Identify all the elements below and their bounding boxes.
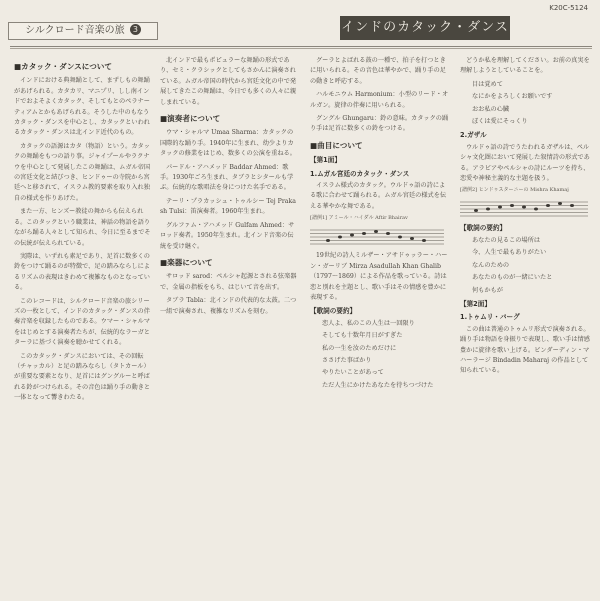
music-notation-staff (460, 198, 588, 220)
side-label: 【第1面】 (310, 156, 341, 165)
track-title: 2.ガザル (460, 131, 487, 140)
poem-line: 目は覚めて (472, 80, 503, 88)
lyric-line: あなたのものが一緒にいたと (472, 274, 553, 282)
section-heading-kathak: ■カタック・ダンスについて (14, 62, 112, 71)
paragraph: 北インドで最もポピュラーな舞踊の形式であり、セミ・クラシックとしてもさかんに演奏されている。ムガル帝国の時代から宮廷文化の中で発展してきたこの舞踊は、今日でも多くの人々に親しまれている。 (160, 57, 297, 106)
series-title: シルクロード音楽の旅 (25, 25, 125, 36)
column-2 (160, 56, 298, 596)
instrument-entry: グングル Ghungaru：鈴の意味。カタックの踊り手は足首に数多くの鈴をつける。 (310, 115, 449, 133)
paragraph: グーラとよばれる鼓の一種で、拍子を打つときに用いられる。その音色は華やかで、踊り手の足の動きと呼応する。 (310, 57, 446, 85)
lyrics-heading: 【歌詞の要約】 (310, 307, 357, 316)
paragraph: ウルドゥ語の詩でうたわれるガザルは、ペルシャ文化圏において発展した叙情詩の形式である。アラビアやペルシャの詩にルーツを持ち、恋愛や神秘主義的な主題を扱う。 (460, 143, 590, 183)
poem-line: ぼくは愛にそっくり (472, 118, 528, 126)
instrument-entry: ハルモニウム Harmonium：小型のリード・オルガン。旋律の伴奏に用いられる。 (310, 91, 449, 109)
lyric-line: 何もかもが (472, 286, 503, 294)
instrument-entry: サロッド sarod：ペルシャ起源とされる弦楽器で、金属の指板をもち、はじいて音を出す。 (160, 273, 297, 291)
lyric-line: ささげた事ばかり (322, 356, 372, 364)
section-heading-instruments: ■楽器について (160, 257, 213, 267)
lyric-line: 恋人よ、私のこの人生は一回限り (322, 319, 415, 327)
column-4 (460, 56, 592, 596)
instrument-entry: タブラ Tabla：北インドの代表的な太鼓。二つ一組で演奏され、複雑なリズムを刻む。 (160, 297, 297, 315)
performer-entry: グルファム・アハメッド Gulfam Ahmed：サロッド奏者。1950年生まれ。北インド音楽の伝統を受け継ぐ。 (160, 221, 295, 250)
section-heading-performers: ■演奏者について (160, 114, 221, 124)
lyric-line: あなたの見るこの場所は (472, 236, 541, 244)
poem-line: なにかをよろしくお願いです (472, 93, 553, 101)
paragraph: 19世紀の詩人ミルザー・アサドゥッラー・ハーン・ガーリブ Mirza Asadullah Khan Ghalib（1797〜1869）による作品を歌っている。詩は恋と別れを主題とし、歌い手はその情感を豊かに表現する。 (310, 252, 448, 301)
lyric-line: ただ人生にかけたあなたを待ちつづけた (322, 381, 434, 389)
header-rule-thin (10, 48, 592, 49)
catalog-number: K20C-5124 (549, 4, 588, 12)
header-rule (10, 46, 592, 47)
paragraph: このレコードは、シルクロード音楽の旅シリーズの一枚として、インドのカタック・ダンスの伴奏音楽を収録したものである。ウマー・シャルマをはじめとする演奏者たちが、伝統的なラーガとターラに基づく演奏を聴かせてくれる。 (14, 297, 150, 347)
lyric-line: そしても十数年月日がすぎた (322, 332, 403, 340)
paragraph: イスラム様式のカタック。ウルドゥ語の詩による歌に合わせて踊られる。ムガル宮廷の様式を伝える華やかな舞である。 (310, 182, 447, 210)
music-notation-staff (310, 226, 444, 248)
paragraph: このカタック・ダンスにおいては、その回転（チャッカル）と足の踏みならし（タトカール）が重要な要素となり、足首にはグングルーと呼ばれる鈴がつけられる。その音色は踊り手の動きと一体となって響きわたる。 (14, 352, 151, 402)
track-title: 1.トゥムリ・バーグ (460, 313, 520, 322)
lyric-line: やりたいことがあって (322, 369, 384, 377)
side-label: 【第2面】 (460, 299, 491, 308)
performer-entry: パードル・アハメッド Baddar Ahmed：歌手。1930年ごろ生まれ、タブラとシタールも学ぶ。伝統的な歌唱法を身につけた名手である。 (160, 163, 294, 192)
lyric-line: 私の一生を汝のためだけに (322, 344, 397, 352)
series-label (8, 22, 158, 40)
lyric-line: 今、人生で最もありがたい (472, 249, 547, 257)
series-number-badge: 3 (130, 24, 141, 35)
column-1 (14, 56, 152, 596)
page-title: インドのカタック・ダンス (340, 16, 510, 40)
track-title: 1.ムガル宮廷のカタック・ダンス (310, 169, 410, 178)
performer-entry: ウマ・シャルマ Umaa Sharma：カタックの国際的な踊り手。1940年に生まれ、幼少よりカタックの修業をはじめ、数多くの公演を重ねる。 (160, 129, 296, 158)
performer-entry: テーリ・プラカッシュ・トゥルシー Tej Prakash Tulsi：笛演奏者。1960年生まれ。 (160, 197, 296, 216)
paragraph: どうか私を理解してください。お前の真実を理解しようとしていることを。 (460, 57, 590, 75)
lyric-line: なんのための (472, 261, 510, 269)
poem-line: おお私の心臓 (472, 105, 510, 113)
paragraph: インドにおける典舞踊として、まずしもの舞踊があげられる。カタカリ、マニプリ、しし南インドでおよそよくカタック、そしてもとのペラナーティアムとかもあげられる。そうした中のもなうカタック・ダンスを中心とし、カタックといわれるカタック・ダンスは北インド近代のもの。 (14, 77, 150, 137)
paragraph: また一方、ヒンズー教徒の舞からも伝えられる。このタックという職業は、神話の物語を語りながら踊る人々として知られ、今日に至るまでその伝統が伝えられている。 (14, 208, 151, 247)
lyrics-heading: 【歌詞の要約】 (460, 224, 507, 233)
notation-caption: [譜例2] ヒンドゥスターニーの Mishra Khamaj (460, 187, 569, 194)
notation-caption: [譜例1] アミール・ハイダル Aftir Bhairav (310, 215, 408, 222)
paragraph: カタックの語源はカタ（物語）という。カタックの舞踊をもつの語り事。ジャイプールやラクナウを中心として発展したこの舞踊は、ムガル帝国の宮廷文化と結びつき、ヒンドゥーの寺院から宮廷へと移されて、イスラム教的要素を取り入れ独自の様式を作りあげた。 (14, 142, 151, 202)
paragraph: この曲は普通のトゥムリ形式で演奏される。踊り手は物語を身振りで表現し、歌い手は情感豊かに旋律を歌い上げる。ビンダーディン・マハーラージ Bindadin Maharaj の作品として知られている。 (460, 325, 590, 375)
paragraph: 実際は、いずれも素足であり、足首に数多くの鈴をつけて踊るのが特徴で、足の踏みならしによるリズムの表現はきわめて複雑なものとなっている。 (14, 252, 150, 292)
section-heading-songs: ■曲目について (310, 140, 363, 150)
column-3 (310, 56, 450, 596)
